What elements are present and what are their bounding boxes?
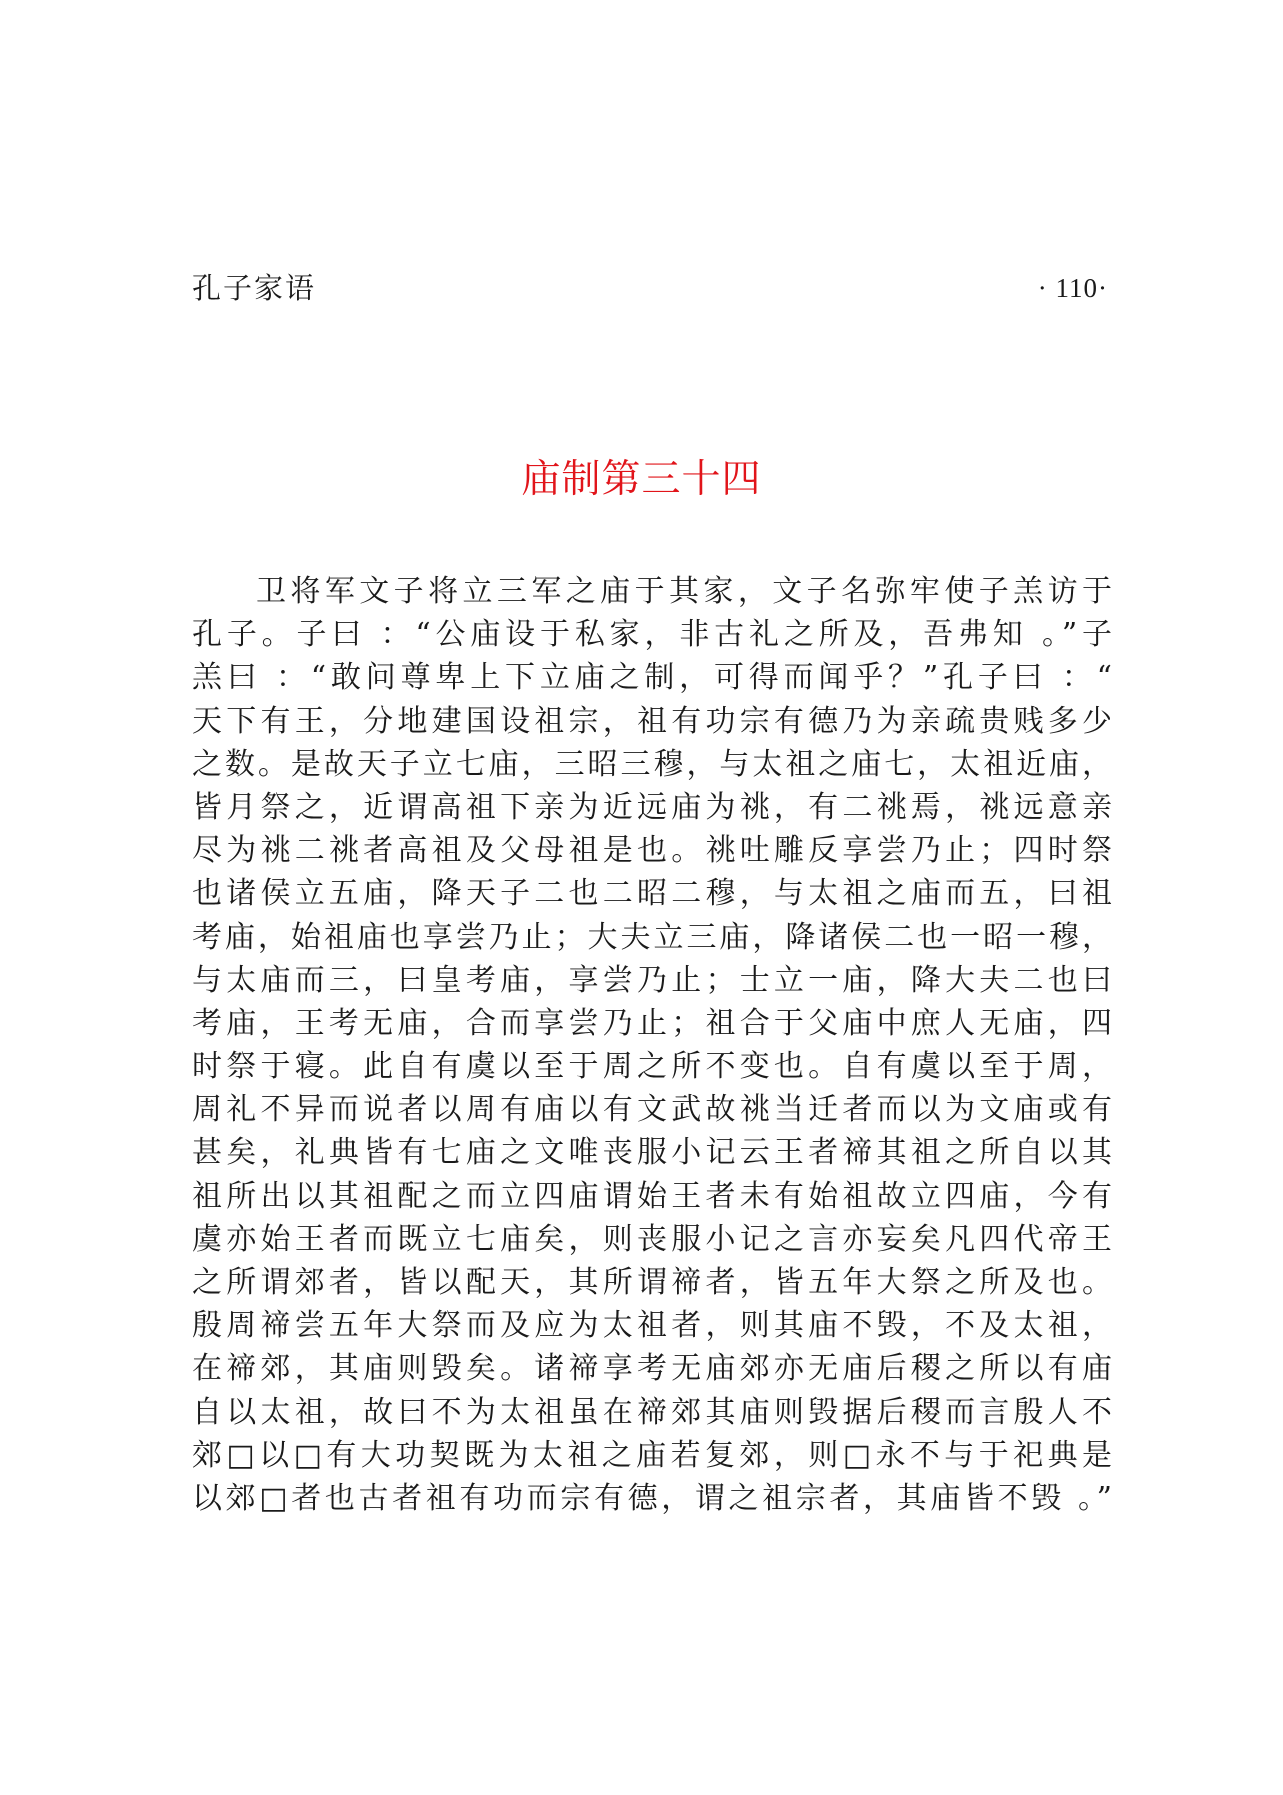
text-line: 以郊□者也古者祖有功而宗有德，谓之祖宗者，其庙皆不毁 。” — [192, 1480, 1112, 1516]
text-line: 考庙，始祖庙也享尝乃止；大夫立三庙，降诸侯二也一昭一穆， — [192, 919, 1112, 955]
text-line: 羔曰 ：“敢问尊卑上下立庙之制，可得而闻乎？”孔子曰 ：“ — [192, 660, 1112, 696]
text-line: 时祭于寝。此自有虞以至于周之所不变也。自有虞以至于周， — [192, 1049, 1112, 1085]
text-line: 郊□以□有大功契既为太祖之庙若复郊，则□永不与于祀典是 — [192, 1437, 1112, 1473]
chapter-title: 庙制第三十四 — [521, 457, 762, 502]
text-line: 之数。是故天子立七庙，三昭三穆，与太祖之庙七，太祖近庙， — [192, 746, 1112, 782]
text-line: 皆月祭之，近谓高祖下亲为近远庙为祧，有二祧焉，祧远意亲 — [192, 789, 1112, 825]
text-line: 与太庙而三，曰皇考庙，享尝乃止；士立一庙，降大夫二也曰 — [192, 962, 1112, 998]
text-line: 殷周禘尝五年大祭而及应为太祖者，则其庙不毁，不及太祖， — [192, 1308, 1112, 1344]
text-line: 也诸侯立五庙，降天子二也二昭二穆，与太祖之庙而五，曰祖 — [192, 876, 1112, 912]
text-line: 在禘郊，其庙则毁矣。诸禘享考无庙郊亦无庙后稷之所以有庙 — [192, 1351, 1112, 1387]
text-line: 天下有王，分地建国设祖宗，祖有功宗有德乃为亲疏贵贱多少 — [192, 703, 1112, 739]
page-header — [192, 268, 1108, 308]
text-line: 卫将军文子将立三军之庙于其家，文子名弥牢使子羔访于 — [256, 574, 1112, 609]
text-line: 自以太祖，故曰不为太祖虽在禘郊其庙则毁据后稷而言殷人不 — [192, 1394, 1112, 1430]
text-line: 祖所出以其祖配之而立四庙谓始王者未有始祖故立四庙，今有 — [192, 1178, 1112, 1214]
text-line: 考庙，王考无庙，合而享尝乃止；祖合于父庙中庶人无庙，四 — [192, 1005, 1112, 1041]
text-line: 孔子。子曰 ：“公庙设于私家，非古礼之所及，吾弗知 。”子 — [192, 617, 1112, 653]
page-number: · 110· — [1037, 273, 1108, 303]
text-line: 周礼不异而说者以周有庙以有文武故祧当迁者而以为文庙或有 — [192, 1092, 1112, 1128]
body-text — [192, 570, 1112, 1520]
text-line: 尽为祧二祧者高祖及父母祖是也。祧吐雕反享尝乃止；四时祭 — [192, 833, 1112, 869]
text-line: 甚矣，礼典皆有七庙之文唯丧服小记云王者禘其祖之所自以其 — [192, 1135, 1112, 1171]
text-line: 虞亦始王者而既立七庙矣，则丧服小记之言亦妄矣凡四代帝王 — [192, 1221, 1112, 1257]
text-line: 之所谓郊者，皆以配天，其所谓禘者，皆五年大祭之所及也。 — [192, 1265, 1112, 1300]
book-title: 孔子家语 — [192, 271, 317, 305]
